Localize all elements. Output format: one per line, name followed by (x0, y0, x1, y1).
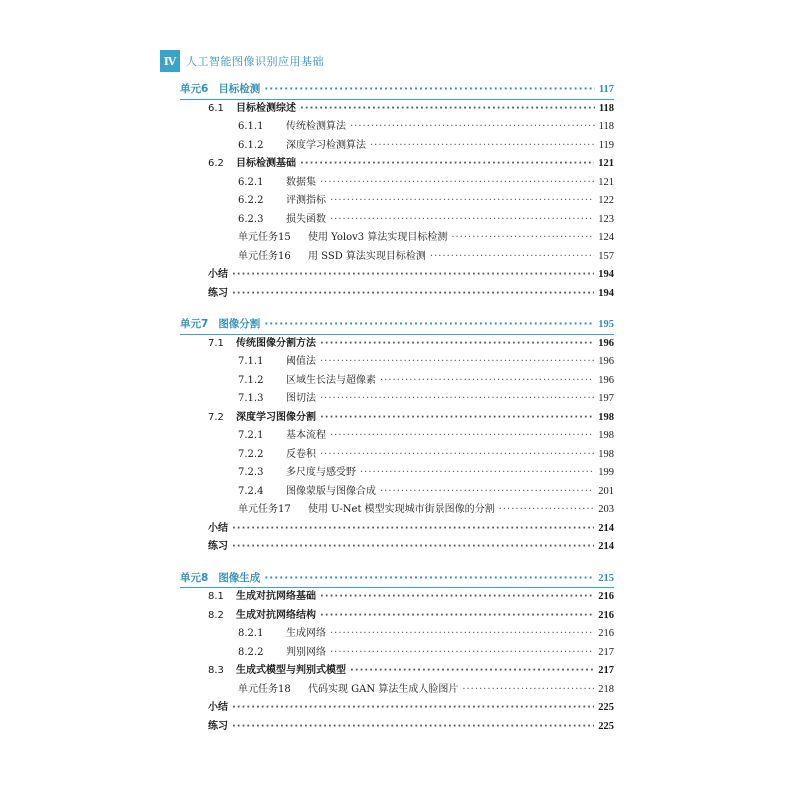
toc-page-number: 124 (598, 232, 614, 243)
toc-unit-task[interactable] (180, 229, 614, 248)
toc-page-number: 225 (598, 702, 614, 713)
toc-entry-number: 7.1.2 (238, 374, 264, 386)
toc-entry-number: 6.1.2 (238, 139, 264, 151)
toc-summary-entry[interactable] (180, 266, 614, 285)
toc-entry-title: 练习 (208, 541, 228, 552)
dot-leader (330, 644, 594, 663)
toc-entry-title: 图像蒙版与图像合成 (286, 485, 376, 497)
toc-page-number: 121 (598, 158, 614, 169)
toc-entry-title: 小结 (208, 702, 228, 713)
toc-unit-heading[interactable] (180, 80, 614, 99)
toc-subsection[interactable] (180, 427, 614, 446)
toc-unit-task[interactable] (180, 248, 614, 267)
toc-entry-title: 区域生长法与超像素 (286, 374, 376, 386)
toc-entry-title: 深度学习图像分割 (236, 411, 316, 423)
running-header (160, 50, 324, 72)
toc-subsection[interactable] (180, 464, 614, 483)
dot-leader (264, 315, 594, 334)
toc-entry-number: 单元任务16 (238, 250, 291, 262)
toc-subsection[interactable] (180, 372, 614, 391)
toc-section[interactable] (180, 100, 614, 119)
toc-entry-title: 基本流程 (286, 430, 326, 441)
dot-leader (430, 248, 594, 267)
toc-section[interactable] (180, 607, 614, 626)
toc-entry-title: 反卷积 (286, 448, 316, 460)
toc-page-number: 122 (598, 195, 614, 206)
toc-page-number: 216 (598, 591, 614, 602)
toc-subsection[interactable] (180, 174, 614, 193)
dot-leader (300, 155, 594, 174)
toc-page-number: 214 (598, 541, 614, 552)
toc-entry-title: 使用 U-Net 模型实现城市街景图像的分割 (308, 504, 495, 515)
toc-entry-title: 生成对抗网络基础 (236, 591, 316, 602)
toc-page-number: 225 (598, 720, 614, 732)
toc-entry-title: 目标检测基础 (236, 158, 296, 169)
toc-entry-title: 生成网络 (286, 628, 326, 639)
toc-page-number: 215 (598, 572, 614, 584)
toc-page-number: 198 (598, 448, 614, 460)
toc-page-number: 196 (598, 374, 614, 386)
dot-leader (232, 520, 594, 539)
toc-entry-number: 6.1 (208, 102, 224, 114)
toc-page-number: 216 (598, 609, 614, 621)
toc-entry-number: 单元任务18 (238, 683, 291, 695)
dot-leader (232, 538, 594, 557)
toc-summary-entry[interactable] (180, 699, 614, 718)
toc-page-number: 194 (598, 287, 614, 299)
toc-entry-number: 6.1.1 (238, 121, 264, 132)
dot-leader (320, 409, 594, 428)
toc-entry-number: 单元7 (180, 318, 209, 330)
toc-page-number: 119 (598, 139, 614, 151)
dot-leader (360, 464, 594, 483)
toc-page-number: 118 (598, 121, 614, 132)
toc-entry-number: 8.2 (208, 609, 224, 621)
toc-subsection[interactable] (180, 118, 614, 137)
dot-leader (264, 569, 594, 588)
toc-page-number: 201 (598, 485, 614, 497)
toc-entry-title: 图像分割 (218, 318, 261, 330)
toc-entry-title: 代码实现 GAN 算法生成人脸图片 (308, 683, 459, 695)
toc-page-number: 217 (598, 665, 614, 676)
dot-leader (330, 427, 594, 446)
toc-entry-title: 图像生成 (218, 571, 261, 584)
toc-entry-title: 练习 (208, 287, 228, 299)
toc-entry-title: 损失函数 (286, 213, 326, 225)
toc-unit-heading[interactable] (180, 315, 614, 334)
toc-entry-title: 小结 (208, 522, 228, 534)
toc-entry-title: 多尺度与感受野 (286, 467, 356, 478)
toc-entry-number: 8.1 (208, 591, 224, 602)
toc-summary-entry[interactable] (180, 718, 614, 737)
toc-subsection[interactable] (180, 644, 614, 663)
toc-entry-number: 6.2.3 (238, 213, 264, 225)
dot-leader (330, 192, 594, 211)
toc-entry-number: 7.1.1 (238, 356, 264, 367)
dot-leader (320, 607, 594, 626)
toc-section[interactable] (180, 662, 614, 681)
toc-entry-title: 使用 Yolov3 算法实现目标检测 (308, 232, 448, 243)
dot-leader (320, 353, 594, 372)
toc-entry-title: 深度学习检测算法 (286, 139, 366, 151)
toc-unit (180, 80, 614, 303)
toc-page-number: 194 (598, 269, 614, 280)
toc-entry-title: 目标检测综述 (236, 102, 296, 114)
toc-entry-title: 生成对抗网络结构 (236, 609, 316, 621)
toc-summary-entry[interactable] (180, 285, 614, 304)
toc-entry-title: 目标检测 (218, 83, 261, 95)
toc-page-number: 199 (598, 467, 614, 478)
dot-leader (380, 483, 594, 502)
dot-leader (232, 285, 594, 304)
toc-entry-number: 7.2.3 (238, 467, 264, 478)
toc-subsection[interactable] (180, 625, 614, 644)
toc-entry-title: 传统图像分割方法 (236, 337, 316, 349)
toc-entry-number: 7.1 (208, 337, 224, 349)
toc-page-number: 198 (598, 411, 614, 423)
toc-entry-number: 7.2.2 (238, 448, 264, 460)
dot-leader (320, 174, 594, 193)
toc-entry-number: 7.2.4 (238, 485, 264, 497)
toc-section[interactable] (180, 409, 614, 428)
toc-unit (180, 315, 614, 557)
dot-leader (232, 266, 594, 285)
toc-entry-title: 数据集 (286, 176, 316, 188)
toc-page-number: 217 (598, 646, 614, 658)
toc-entry-title: 评测指标 (286, 195, 326, 206)
toc-entry-number: 6.2 (208, 158, 224, 169)
toc-page-number: 197 (598, 393, 614, 404)
toc-entry-title: 图切法 (286, 393, 316, 404)
dot-leader (380, 372, 594, 391)
dot-leader (264, 80, 595, 99)
dot-leader (320, 588, 594, 607)
dot-leader (320, 446, 594, 465)
toc-subsection[interactable] (180, 353, 614, 372)
toc-entry-title: 判别网络 (286, 646, 326, 658)
toc-summary-entry[interactable] (180, 520, 614, 539)
toc-summary-entry[interactable] (180, 538, 614, 557)
dot-leader (330, 625, 594, 644)
toc-page-number: 218 (598, 683, 614, 695)
toc-page-number: 216 (598, 628, 614, 639)
toc-entry-title: 练习 (208, 720, 228, 732)
toc-page-number: 196 (598, 337, 614, 349)
toc-entry-number: 6.2.1 (238, 176, 264, 188)
dot-leader (462, 681, 594, 700)
dot-leader (370, 137, 595, 156)
toc-subsection[interactable] (180, 192, 614, 211)
dot-leader (232, 718, 594, 737)
dot-leader (320, 390, 594, 409)
toc-entry-number: 8.2.2 (238, 646, 264, 658)
toc-section[interactable] (180, 335, 614, 354)
dot-leader (320, 335, 594, 354)
toc-entry-number: 8.2.1 (238, 628, 264, 639)
toc-page-number: 117 (598, 84, 614, 95)
toc-entry-title: 阈值法 (286, 356, 316, 367)
dot-leader (451, 229, 594, 248)
toc-page-number: 214 (598, 522, 614, 534)
dot-leader (300, 100, 595, 119)
toc-unit-heading[interactable] (180, 569, 614, 588)
toc-entry-number: 7.2 (208, 411, 224, 423)
toc-entry-title: 传统检测算法 (286, 121, 346, 132)
dot-leader (232, 699, 594, 718)
toc-entry-number: 7.1.3 (238, 393, 264, 404)
dot-leader (350, 662, 594, 681)
toc-subsection[interactable] (180, 483, 614, 502)
toc-unit-task[interactable] (180, 501, 614, 520)
toc-page-number: 195 (598, 319, 614, 330)
toc-entry-number: 单元任务17 (238, 504, 291, 515)
toc-unit-task[interactable] (180, 681, 614, 700)
toc-subsection[interactable] (180, 446, 614, 465)
toc-page-number: 198 (598, 430, 614, 441)
toc-page-number: 203 (598, 504, 614, 515)
toc-entry-number: 单元任务15 (238, 232, 291, 243)
dot-leader (330, 211, 594, 230)
toc-entry-number: 8.3 (208, 665, 224, 676)
table-of-contents (180, 80, 614, 748)
toc-entry-title: 生成式模型与判别式模型 (236, 665, 346, 676)
toc-subsection[interactable] (180, 137, 614, 156)
toc-section[interactable] (180, 155, 614, 174)
dot-leader (499, 501, 595, 520)
toc-page-number: 157 (598, 250, 614, 262)
toc-entry-number: 7.2.1 (238, 430, 264, 441)
toc-entry-title: 用 SSD 算法实现目标检测 (308, 250, 426, 262)
toc-page-number: 123 (598, 213, 614, 225)
page-number-badge: Ⅳ (160, 50, 180, 72)
toc-page-number: 118 (598, 102, 614, 114)
toc-unit (180, 569, 614, 737)
toc-section[interactable] (180, 588, 614, 607)
book-title: 人工智能图像识别应用基础 (186, 55, 324, 68)
dot-leader (350, 118, 595, 137)
toc-entry-number: 单元6 (180, 83, 209, 95)
toc-entry-number: 6.2.2 (238, 195, 264, 206)
toc-entry-number: 单元8 (180, 571, 209, 584)
toc-subsection[interactable] (180, 390, 614, 409)
toc-page-number: 196 (598, 356, 614, 367)
toc-entry-title: 小结 (208, 269, 228, 280)
toc-subsection[interactable] (180, 211, 614, 230)
toc-page-number: 121 (598, 176, 614, 188)
